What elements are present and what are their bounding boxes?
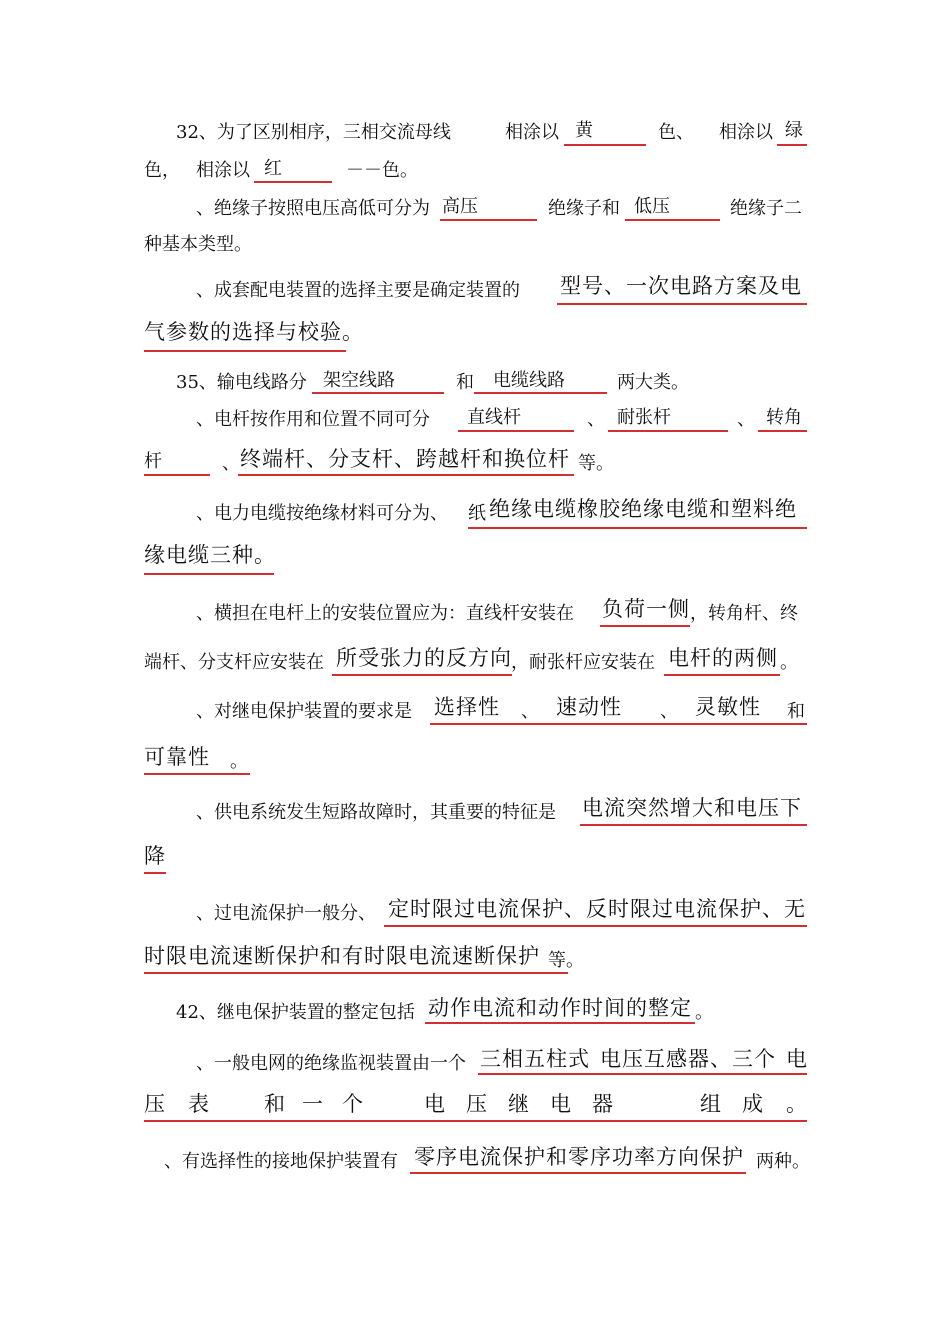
- question-text: 32、为了区别相序，三相交流母线: [176, 122, 451, 143]
- answer-blank: 选择性: [434, 695, 500, 719]
- separator: 、: [222, 453, 240, 474]
- answer-char: 表: [188, 1092, 210, 1116]
- answer-underline: [144, 573, 274, 575]
- answer-char: 。: [786, 1092, 808, 1116]
- answer-underline: [664, 674, 780, 676]
- answer-blank: 终端杆、分支杆、跨越杆和换位杆: [240, 447, 570, 471]
- answer-blank: 所受张力的反方向: [336, 646, 512, 670]
- question-text: 相涂以: [196, 160, 250, 181]
- question-text: 等。: [578, 453, 614, 474]
- question-text: 色、: [658, 122, 694, 143]
- answer-blank: 可靠性: [144, 745, 210, 769]
- question-text: 、对继电保护装置的要求是: [196, 701, 412, 722]
- question-text: 色，: [144, 160, 180, 181]
- answer-blank: 架空线路: [323, 370, 395, 391]
- question-text: 、一般电网的绝缘监视装置由一个: [196, 1053, 466, 1074]
- question-text: ，耐张杆应安装在: [511, 652, 655, 673]
- answer-blank: 杆: [144, 451, 162, 472]
- question-text: 相涂以: [505, 122, 559, 143]
- answer-blank: 三相五柱式: [480, 1047, 590, 1071]
- answer-underline: [580, 824, 807, 826]
- answer-blank: 型号、一次电路方案及电: [560, 274, 802, 298]
- answer-blank: 负荷一侧: [602, 597, 690, 621]
- answer-blank: 零序电流保护和零序功率方向保护: [414, 1145, 744, 1169]
- answer-char: 和: [264, 1092, 286, 1116]
- question-text: ，转角杆、终: [690, 603, 798, 624]
- separator: 、: [587, 409, 605, 430]
- answer-underline: [332, 674, 512, 676]
- answer-underline: [384, 925, 807, 927]
- answer-blank: 缘电缆三种。: [144, 543, 276, 567]
- question-text: 42、继电保护装置的整定包括: [176, 1002, 415, 1023]
- answer-blank: 低压: [634, 196, 670, 217]
- question-text: 绝缘子和: [548, 198, 620, 219]
- question-text: 相涂以: [719, 122, 773, 143]
- answer-char: 压: [466, 1092, 488, 1116]
- answer-prefix: 纸: [468, 503, 486, 524]
- answer-underline: [758, 430, 807, 432]
- answer-underline: [144, 773, 250, 775]
- answer-underline: [440, 219, 537, 221]
- question-text: 、供电系统发生短路故障时，其重要的特征是: [196, 802, 556, 823]
- answer-underline: [474, 392, 607, 394]
- answer-blank: 电流突然增大和电压下: [582, 796, 802, 820]
- question-text: －－色。: [346, 160, 418, 181]
- question-text: 、横担在电杆上的安装位置应为：直线杆安装在: [196, 603, 574, 624]
- answer-blank: 电杆的两侧: [668, 646, 778, 670]
- answer-blank: 黄: [575, 120, 593, 141]
- answer-blank: 绿: [785, 120, 803, 141]
- question-text: 和: [456, 372, 474, 393]
- answer-char: 压: [144, 1092, 166, 1116]
- separator: 、: [521, 701, 539, 722]
- answer-blank: 电压互感器、三个: [600, 1047, 776, 1071]
- question-text: 、绝缘子按照电压高低可分为: [196, 198, 430, 219]
- answer-underline: [144, 872, 166, 874]
- question-text: 、成套配电装置的选择主要是确定装置的: [196, 280, 520, 301]
- answer-blank: 灵敏性: [695, 695, 761, 719]
- answer-underline: [557, 303, 807, 305]
- answer-underline: [410, 1172, 746, 1174]
- answer-underline: [312, 392, 444, 394]
- question-text: 端杆、分支杆应安装在: [144, 652, 324, 673]
- answer-char: 继: [508, 1092, 530, 1116]
- answer-underline: [430, 723, 807, 725]
- question-text: 、电力电缆按绝缘材料可分为、: [196, 503, 448, 524]
- answer-blank: 动作电流和动作时间的整定: [428, 996, 692, 1020]
- answer-blank: 直线杆: [467, 407, 521, 428]
- question-text: 、电杆按作用和位置不同可分: [196, 409, 430, 430]
- answer-underline: [238, 474, 574, 476]
- answer-underline: [425, 1022, 695, 1024]
- separator: 、: [737, 409, 755, 430]
- question-text: 35、输电线路分: [176, 372, 307, 393]
- answer-underline: [625, 219, 720, 221]
- answer-blank: 高压: [442, 196, 478, 217]
- answer-underline: [144, 972, 568, 974]
- answer-blank: 红: [264, 158, 282, 179]
- question-text: 两大类。: [617, 372, 689, 393]
- answer-underline: [777, 144, 807, 146]
- answer-char: 个: [342, 1092, 364, 1116]
- answer-underline: [254, 181, 332, 183]
- answer-underline: [564, 144, 646, 146]
- answer-underline: [458, 430, 574, 432]
- answer-blank: 时限电流速断保护和有时限电流速断保护: [144, 944, 540, 968]
- separator: 、: [660, 701, 678, 722]
- answer-char: 一: [302, 1092, 324, 1116]
- answer-char: 组: [700, 1092, 722, 1116]
- answer-blank: 耐张杆: [617, 407, 671, 428]
- question-text: 绝缘子二: [730, 198, 802, 219]
- answer-char: 电: [424, 1092, 446, 1116]
- answer-blank: 绝缘电缆橡胶绝缘电缆和塑料绝: [489, 497, 797, 521]
- question-text: 种基本类型。: [144, 234, 252, 255]
- answer-blank: 电缆线路: [493, 370, 565, 391]
- answer-underline: [144, 1120, 807, 1122]
- question-text: 、过电流保护一般分、: [196, 903, 376, 924]
- answer-blank: 降: [144, 844, 166, 868]
- question-text: 。: [230, 751, 248, 772]
- answer-underline: [600, 625, 690, 627]
- answer-underline: [144, 474, 210, 476]
- answer-blank: 电: [786, 1047, 808, 1071]
- answer-char: 电: [550, 1092, 572, 1116]
- answer-char: 成: [742, 1092, 764, 1116]
- answer-underline: [468, 527, 807, 529]
- answer-char: 器: [592, 1092, 614, 1116]
- answer-blank: 速动性: [556, 695, 622, 719]
- answer-blank: 定时限过电流保护、反时限过电流保护、无: [388, 897, 806, 921]
- answer-underline: [478, 1073, 807, 1075]
- answer-underline: [144, 350, 346, 352]
- answer-blank: 气参数的选择与校验。: [144, 320, 364, 344]
- question-text: 、有选择性的接地保护装置有: [164, 1151, 398, 1172]
- answer-blank: 转角: [766, 407, 802, 428]
- question-text: 。: [780, 652, 798, 673]
- question-text: 两种。: [756, 1151, 810, 1172]
- answer-underline: [608, 430, 728, 432]
- question-text: 等。: [548, 950, 584, 971]
- question-text: 和: [787, 701, 805, 722]
- question-text: 。: [695, 1002, 713, 1023]
